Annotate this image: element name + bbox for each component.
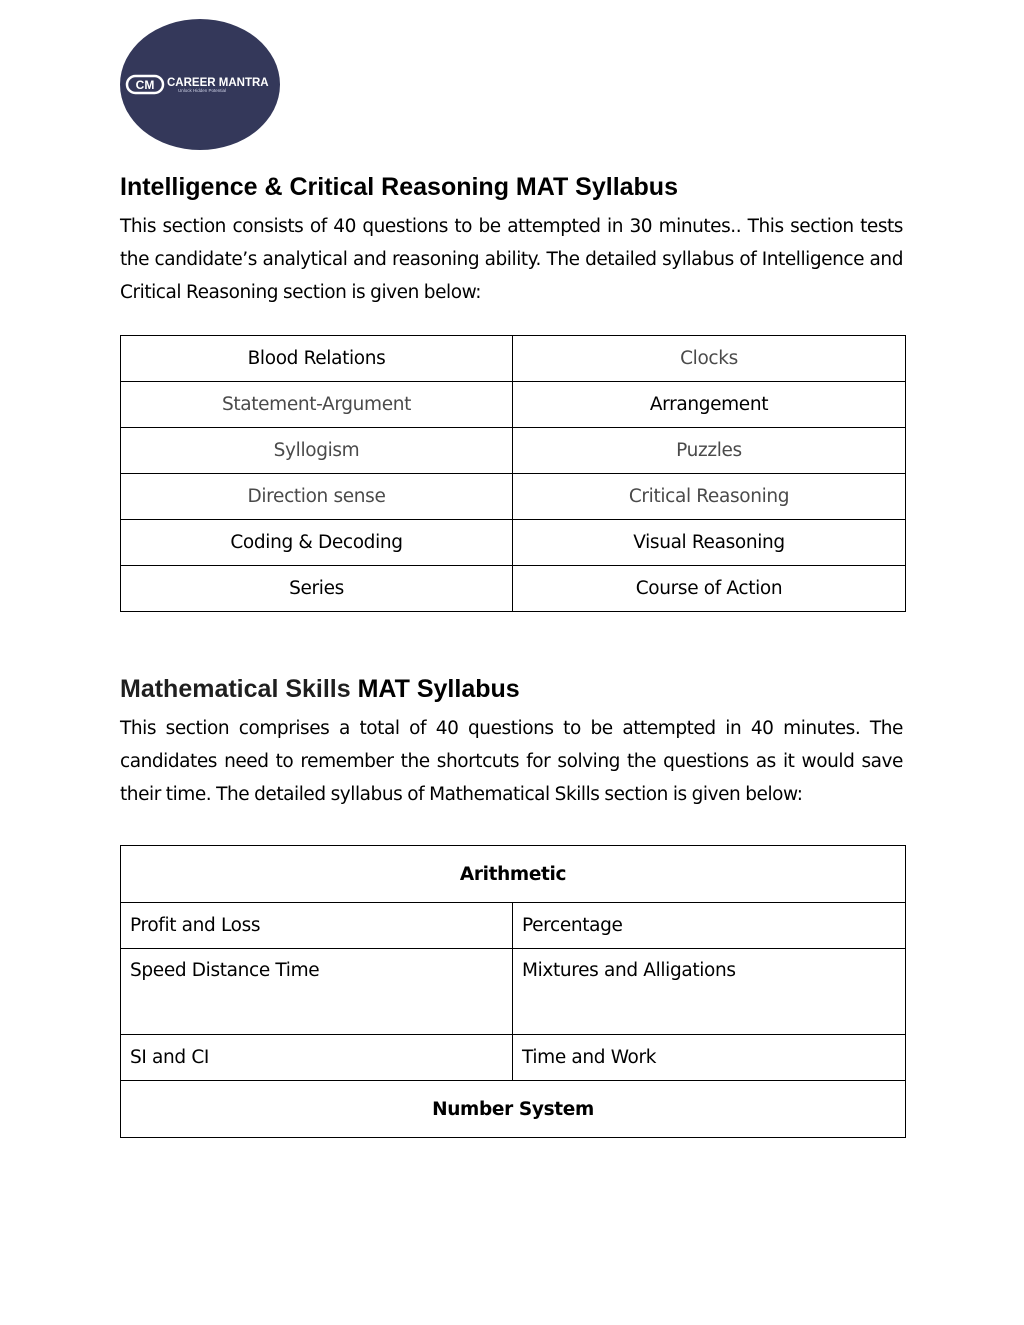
logo-monogram: CM: [135, 78, 155, 92]
table-cell: Coding & Decoding: [121, 520, 513, 566]
section1-title: Intelligence & Critical Reasoning MAT Syllabus: [120, 173, 678, 201]
table-row: [121, 336, 906, 382]
table-cell: Blood Relations: [121, 336, 513, 382]
table-cell: Course of Action: [513, 566, 906, 612]
table-row: [121, 846, 906, 903]
table-row: [121, 949, 906, 1035]
table-row: [121, 474, 906, 520]
section1-description: This section consists of 40 questions to be attempted in 30 minutes.. This section tests the candidate’s analytical and reasoning ability. The detailed syllabus of Intelligence and Critical Reasoning section is given below:: [120, 216, 903, 303]
career-mantra-logo: [120, 19, 280, 150]
section2-title: [120, 674, 520, 704]
table-row: [121, 903, 906, 949]
section2-title-part1: Mathematical Skills: [120, 675, 351, 703]
table-cell: Series: [121, 566, 513, 612]
table-row: [121, 382, 906, 428]
table-cell: Percentage: [513, 903, 906, 949]
category-arithmetic: Arithmetic: [121, 846, 906, 903]
table-cell: Puzzles: [513, 428, 906, 474]
table-cell: Visual Reasoning: [513, 520, 906, 566]
table-cell: Time and Work: [513, 1035, 906, 1081]
reasoning-syllabus-table: [120, 335, 906, 612]
section2-description: This section comprises a total of 40 questions to be attempted in 40 minutes. The candidates need to remember the shortcuts for solving the questions as it would save their time. The detailed syllabus of Mathematical Skills section is given below:: [120, 718, 903, 805]
table-cell: SI and CI: [121, 1035, 513, 1081]
table-cell: Arrangement: [513, 382, 906, 428]
table-row: [121, 1081, 906, 1138]
table-cell: Syllogism: [121, 428, 513, 474]
table-cell: Critical Reasoning: [513, 474, 906, 520]
table-row: [121, 566, 906, 612]
table-cell: Clocks: [513, 336, 906, 382]
logo-tagline: Unlock Hidden Potential: [178, 88, 227, 93]
table-cell: Speed Distance Time: [121, 949, 513, 1035]
table-cell: Statement-Argument: [121, 382, 513, 428]
table-row: [121, 520, 906, 566]
table-cell: Direction sense: [121, 474, 513, 520]
logo-mark: [120, 19, 280, 150]
math-syllabus-table: [120, 845, 906, 1138]
category-number-system: Number System: [121, 1081, 906, 1138]
table-cell: Profit and Loss: [121, 903, 513, 949]
table-row: [121, 1035, 906, 1081]
table-row: [121, 428, 906, 474]
section2-title-part2: MAT Syllabus: [350, 675, 520, 703]
logo-brand-text: CAREER MANTRA: [167, 77, 269, 89]
table-cell: Mixtures and Alligations: [513, 949, 906, 1035]
